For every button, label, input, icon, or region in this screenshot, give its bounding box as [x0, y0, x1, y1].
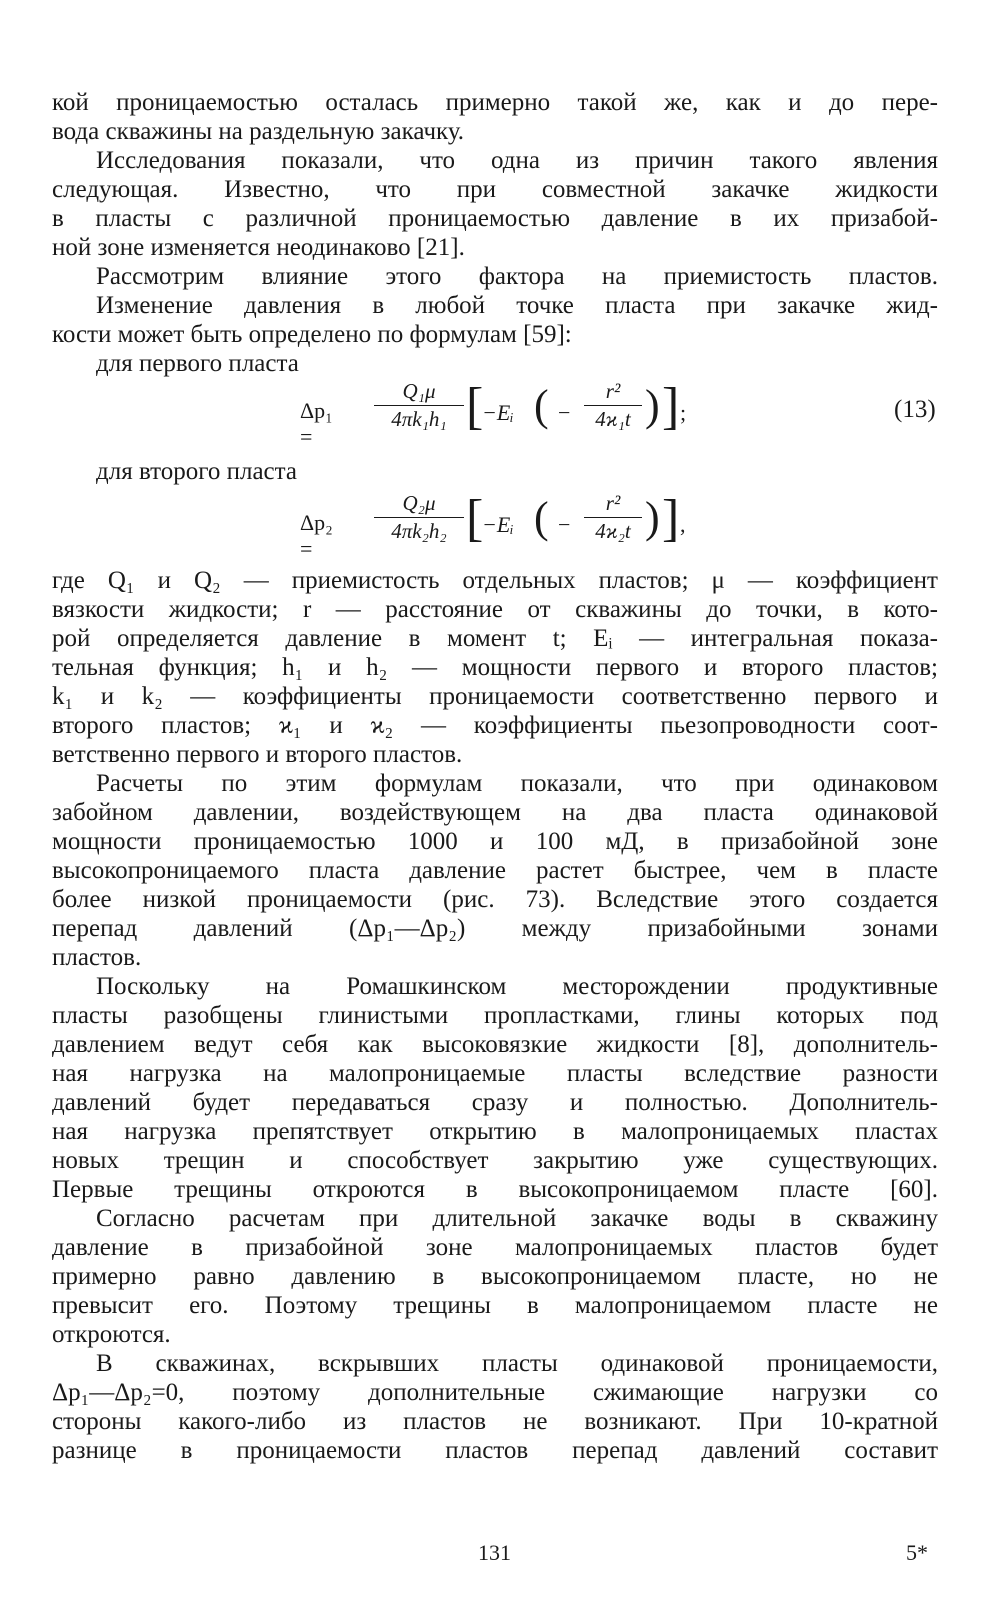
right-paren: ) [645, 381, 660, 430]
inner-fraction: $\frac{\text{r²}}{\text{4ϰ₂t}}$ [584, 490, 642, 545]
text-line: вязкости жидкости; r — расстояние от скважины до точки, в кото- [52, 596, 938, 623]
text-line: Поскольку на Ромашкинском месторождении продуктивные [96, 973, 938, 1000]
formula-tail: , [680, 512, 686, 537]
text-line: мощности проницаемостью 1000 и 100 мД, в призабойной зоне [52, 828, 938, 855]
text-line: откроются. [52, 1321, 171, 1348]
signature-mark: 5* [906, 1540, 928, 1565]
text-line: тельная функция; h₁ и h₂ — мощности первого и второго пластов; [52, 654, 938, 681]
right-bracket: ] [662, 378, 680, 435]
text-line: Первые трещины откроются в высокопроницаемом пласте [60]. [52, 1176, 938, 1203]
formula-fraction: $\frac{\text{Q₁μ}}{\text{4πk₁h₁}}$ [374, 378, 464, 433]
text-line: где Q₁ и Q₂ — приемистость отдельных пластов; μ — коэффициент [52, 567, 938, 594]
left-bracket: [ [466, 490, 484, 547]
formula-lhs: Δp₂ = [300, 510, 333, 561]
text-line: Рассмотрим влияние этого фактора на приемистость пластов. [96, 263, 938, 290]
text-line: для первого пласта [96, 350, 299, 377]
formula-fraction: $\frac{\text{Q₂μ}}{\text{4πk₂h₂}}$ [374, 490, 464, 545]
text-line: В скважинах, вскрывших пласты одинаковой проницаемости, [96, 1350, 938, 1377]
text-line: пласты разобщены глинистыми пропластками, глины которых под [52, 1002, 938, 1029]
page-number: 131 [478, 1540, 511, 1565]
right-paren: ) [645, 493, 660, 542]
text-line: новых трещин и способствует закрытию уже существующих. [52, 1147, 938, 1174]
text-line: давление в призабойной зоне малопроницаемых пластов будет [52, 1234, 938, 1261]
text-line: разнице в проницаемости пластов перепад давлений составит [52, 1437, 938, 1464]
text-line: Изменение давления в любой точке пласта при закачке жид- [96, 292, 938, 319]
ei-term: −Eᵢ [482, 512, 514, 537]
text-line: Δp₁—Δp₂=0, поэтому дополнительные сжимающие нагрузки со [52, 1379, 938, 1406]
right-bracket: ] [662, 490, 680, 547]
text-line: Исследования показали, что одна из причин такого явления [96, 147, 938, 174]
text-line: второго пластов; ϰ₁ и ϰ₂ — коэффициенты пьезопроводности соот- [52, 712, 938, 739]
text-line: стороны какого-либо из пластов не возникают. При 10-кратной [52, 1408, 938, 1435]
text-line: забойном давлении, воздействующем на два пласта одинаковой [52, 799, 938, 826]
text-line: вода скважины на раздельную закачку. [52, 118, 465, 145]
ei-term: −Eᵢ [482, 400, 514, 425]
minus-sign: − [558, 512, 571, 537]
text-line: Согласно расчетам при длительной закачке воды в скважину [96, 1205, 938, 1232]
text-line: следующая. Известно, что при совместной закачке жидкости [52, 176, 938, 203]
text-line: высокопроницаемого пласта давление растет быстрее, чем в пласте [52, 857, 938, 884]
text-line: превысит его. Поэтому трещины в малопроницаемом пласте не [52, 1292, 938, 1319]
text-line: пластов. [52, 944, 142, 971]
text-line: более низкой проницаемости (рис. 73). Вследствие этого создается [52, 886, 938, 913]
formula-lhs: Δp₁ = [300, 398, 333, 449]
left-bracket: [ [466, 378, 484, 435]
text-line: давлением ведут себя как высоковязкие жидкости [8], дополнитель- [52, 1031, 938, 1058]
formula-tail: ; [680, 400, 687, 425]
text-line: ветственно первого и второго пластов. [52, 741, 463, 768]
minus-sign: − [558, 400, 571, 425]
left-paren: ( [534, 493, 549, 542]
text-line: ная нагрузка на малопроницаемые пласты вследствие разности [52, 1060, 938, 1087]
text-line: примерно равно давлению в высокопроницаемом пласте, но не [52, 1263, 938, 1290]
text-line: рой определяется давление в момент t; Eᵢ — интегральная показа- [52, 625, 938, 652]
text-line: для второго пласта [96, 458, 297, 485]
text-line: k₁ и k₂ — коэффициенты проницаемости соответственно первого и [52, 683, 938, 710]
text-line: ная нагрузка препятствует открытию в малопроницаемых пластах [52, 1118, 938, 1145]
left-paren: ( [534, 381, 549, 430]
inner-fraction: $\frac{\text{r²}}{\text{4ϰ₁t}}$ [584, 378, 642, 433]
text-line: давлений будет передаваться сразу и полностью. Дополнитель- [52, 1089, 938, 1116]
text-line: в пласты с различной проницаемостью давление в их призабой- [52, 205, 938, 232]
text-line: перепад давлений (Δp₁—Δp₂) между призабойными зонами [52, 915, 938, 942]
text-line: ной зоне изменяется неодинаково [21]. [52, 234, 465, 261]
text-line: Расчеты по этим формулам показали, что при одинаковом [96, 770, 938, 797]
text-line: кости может быть определено по формулам [59]: [52, 321, 572, 348]
text-line: кой проницаемостью осталась примерно такой же, как и до пере- [52, 89, 938, 116]
equation-number: (13) [894, 396, 936, 423]
